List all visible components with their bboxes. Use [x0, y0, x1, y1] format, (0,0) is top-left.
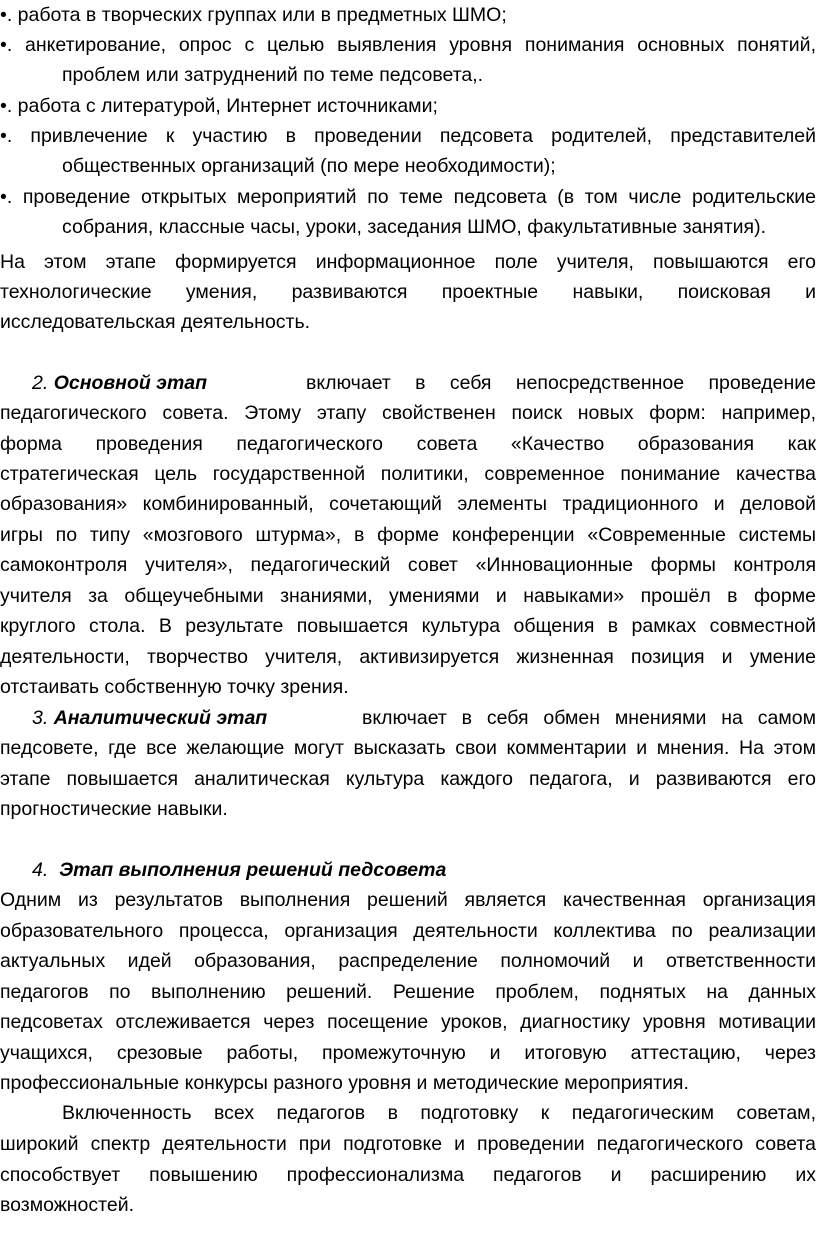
stage-3-title: Аналитический этап — [53, 707, 268, 729]
paragraph-line: широкий спектр деятельности при подготовке и проведении педагогического совета — [0, 1133, 816, 1155]
paragraph-line: педсоветах отслеживается через посещение уроков, диагностику уровня мотивации — [0, 1011, 816, 1033]
paragraph-line: отстаивать собственную точку зрения. — [0, 676, 349, 698]
stage-3-heading-line — [32, 706, 816, 730]
paragraph-line: актуальных идей образования, распределение полномочий и ответственности — [0, 950, 816, 972]
paragraph-line: технологические умения, развиваются проектные навыки, поисковая и — [0, 281, 816, 303]
word: себя — [449, 372, 492, 394]
paragraph-line: профессиональные конкурсы разного уровня и методические мероприятия. — [0, 1072, 689, 1094]
paragraph-line: прогностические навыки. — [0, 798, 228, 820]
word: включает — [306, 372, 391, 394]
stage-3-text: включает в себя обмен мнениями на самом — [362, 707, 816, 729]
paragraph-line: деятельности, творчество учителя, активизируется жизненная позиция и умение — [0, 646, 816, 668]
paragraph-line: круглого стола. В результате повышается культура общения в рамках совместной — [0, 615, 816, 637]
paragraph-line: педагогов по выполнению решений. Решение проблем, поднятых на данных — [0, 981, 816, 1003]
stage-2-title: Основной этап — [53, 372, 208, 394]
bullet-item: •. работа с литературой, Интернет источниками; — [0, 95, 438, 117]
paragraph-line: стратегическая цель государственной политики, современное понимание качества — [0, 463, 816, 485]
bullet-item-continuation: проблем или затруднений по теме педсовета,. — [62, 64, 484, 86]
paragraph-line: учащихся, срезовые работы, промежуточную и итоговую аттестацию, через — [0, 1042, 816, 1064]
paragraph-line: самоконтроля учителя», педагогический совет «Инновационные формы контроля — [0, 554, 816, 576]
paragraph-line: игры по типу «мозгового штурма», в форме конференции «Современные системы — [0, 524, 816, 546]
word: в — [415, 372, 426, 394]
paragraph-line: педсовете, где все желающие могут высказать свои комментарии и мнения. На этом — [0, 737, 816, 759]
paragraph-line: способствует повышению профессионализма педагогов и расширению их — [0, 1164, 816, 1186]
bullet-item-continuation: собрания, классные часы, уроки, заседания ШМО, факультативные занятия). — [62, 216, 767, 238]
bullet-item: •. работа в творческих группах или в предметных ШМО; — [0, 4, 507, 26]
paragraph-line: возможностей. — [0, 1194, 135, 1216]
stage-2-text — [306, 371, 816, 395]
paragraph-line: Включенность всех педагогов в подготовку к педагогическим советам, — [62, 1102, 816, 1124]
word: проведение — [708, 372, 816, 394]
paragraph-line: этапе повышается аналитическая культура каждого педагога, и развиваются его — [0, 768, 816, 790]
paragraph-line: учителя за общеучебными знаниями, умениями и навыками» прошёл в форме — [0, 585, 816, 607]
stage-2-number: 2. — [32, 372, 49, 394]
bullet-item-continuation: общественных организаций (по мере необходимости); — [62, 155, 556, 177]
paragraph-line: образовательного процесса, организация деятельности коллектива по реализации — [0, 920, 816, 942]
bullet-item: •. анкетирование, опрос с целью выявления уровня понимания основных понятий, — [0, 34, 816, 56]
paragraph-line: форма проведения педагогического совета «Качество образования как — [0, 433, 816, 455]
paragraph-line: Одним из результатов выполнения решений является качественная организация — [0, 889, 816, 911]
bullet-item: •. проведение открытых мероприятий по теме педсовета (в том числе родительские — [0, 186, 816, 208]
stage-2-heading-line — [32, 371, 816, 395]
word: непосредственное — [515, 372, 685, 394]
stage-3-number: 3. — [32, 707, 49, 729]
paragraph-line: образования» комбинированный, сочетающий элементы традиционного и деловой — [0, 493, 816, 515]
stage-4-heading-line — [32, 858, 816, 882]
stage-4-number: 4. — [32, 859, 49, 881]
paragraph-line: На этом этапе формируется информационное поле учителя, повышаются его — [0, 251, 816, 273]
stage-4-title: Этап выполнения решений педсовета — [59, 859, 447, 881]
paragraph-line: исследовательская деятельность. — [0, 311, 311, 333]
bullet-item: •. привлечение к участию в проведении педсовета родителей, представителей — [0, 125, 816, 147]
paragraph-line: педагогического совета. Этому этапу свойственен поиск новых форм: например, — [0, 402, 816, 424]
